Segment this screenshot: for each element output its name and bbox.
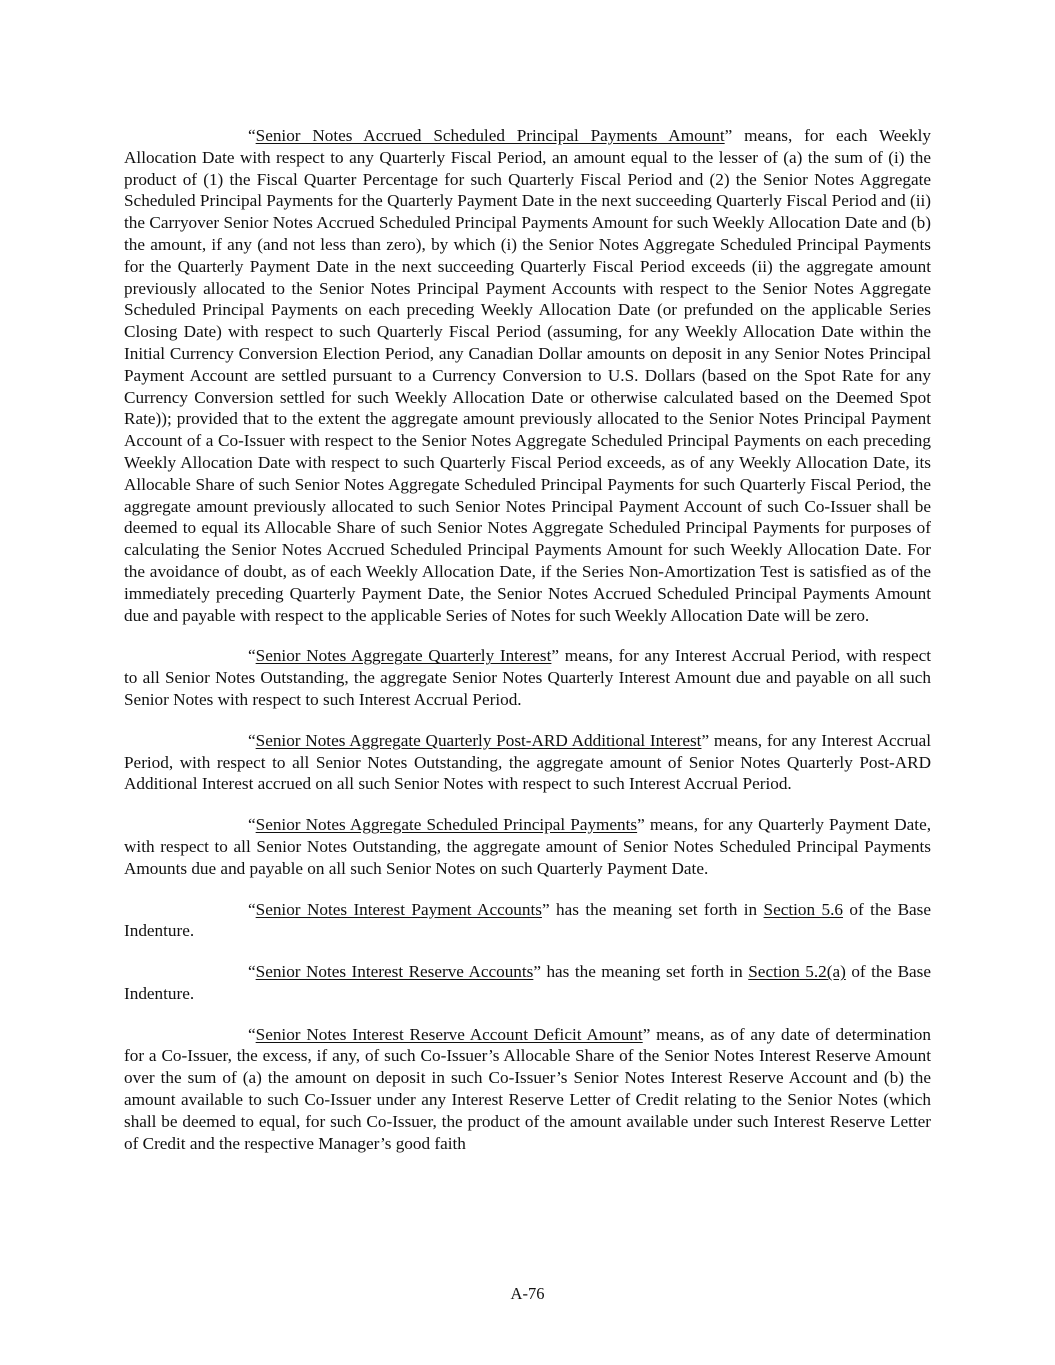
defined-term: Senior Notes Interest Payment Accounts bbox=[255, 899, 542, 919]
definition-text: ” means, for any Interest Accrual Period, with respect to all Senior Notes Outstanding, the aggregate Senior Notes Quarterly Interest Amount due and payable on all such Senior Notes with respect to such Interest Accrual Period. bbox=[124, 646, 931, 709]
definition-paragraph: “Senior Notes Aggregate Quarterly Post-ARD Additional Interest” means, for any Interest Accrual Period, with respect to all Senior Notes Outstanding, the aggregate amount of Senior Notes Quarterly Post-ARD Additional Interest accrued on all such Senior Notes with respect to such Interest Accrual Period. bbox=[124, 730, 931, 794]
page-number: A-76 bbox=[510, 1284, 545, 1303]
defined-term: Senior Notes Interest Reserve Accounts bbox=[255, 962, 534, 982]
definition-text: ” means, for each Weekly Allocation Date with respect to any Quarterly Fiscal Period, an amount equal to the lesser of (a) the sum of (i) the product of (1) the Fiscal Quarter Percentage for such Quarterly Fiscal Period and (2) the Senior Notes Aggregate Scheduled Principal Payments for the Quarterly Payment Date in the next succeeding Quarterly Fiscal Period and (ii) the Carryover Senior Notes Accrued Scheduled Principal Payments Amount for such Weekly Allocation Date and (b) the amount, if any (and not less than zero), by which (i) the Senior Notes Aggregate Scheduled Principal Payments for the Quarterly Payment Date in the next succeeding Quarterly Fiscal Period exceeds (ii) the aggregate amount previously allocated to the Senior Notes Principal Payment Accounts with respect to the Senior Notes Aggregate Scheduled Principal Payments on each preceding Weekly Allocation Date (or prefunded on the applicable Series Closing Date) with respect to such Quarterly Fiscal Period (assuming, for any Weekly Allocation Date within the Initial Currency Conversion Election Period, any Canadian Dollar amounts on deposit in any Senior Notes Principal Payment Account are settled pursuant to a Currency Conversion to U.S. Dollars (based on the Spot Rate for any Currency Conversion settled for such Weekly Allocation Date or otherwise calculated based on the Deemed Spot Rate)); provided that to the extent the aggregate amount previously allocated to the Senior Notes Principal Payment Account of a Co-Issuer with respect to the Senior Notes Aggregate Scheduled Principal Payments on each preceding Weekly Allocation Date with respect to such Quarterly Fiscal Period exceeds, as of any Weekly Allocation Date, its Allocable Share of such Senior Notes Aggregate Scheduled Principal Payments for such Quarterly Fiscal Period, the aggregate amount previously allocated to such Senior Notes Principal Payment Account of such Co-Issuer shall be deemed to equal its Allocable Share of such Senior Notes Aggregate Scheduled Principal Payments for purposes of calculating the Senior Notes Accrued Scheduled Principal Payments Amount for such Weekly Allocation Date. For the avoidance of doubt, as of each Weekly Allocation Date, if the Series Non-Amortization Test is satisfied as of the immediately preceding Quarterly Payment Date, the Senior Notes Accrued Scheduled Principal Payments Amount due and payable with respect to the applicable Series of Notes for such Weekly Allocation Date will be zero. bbox=[124, 126, 932, 625]
defined-term: Senior Notes Aggregate Quarterly Interest bbox=[255, 646, 552, 666]
definition-paragraph: “Senior Notes Interest Reserve Account Deficit Amount” means, as of any date of determination for a Co-Issuer, the excess, if any, of such Co-Issuer’s Allocable Share of the Senior Notes Interest Reserve Amount over the sum of (a) the amount on deposit in such Co-Issuer’s Senior Notes Interest Reserve Account and (b) the amount available to such Co-Issuer under any Interest Reserve Letter of Credit relating to the Senior Notes (which shall be deemed to equal, for such Co-Issuer, the product of the amount available under such Interest Reserve Letter of Credit and the respective Manager’s good faith bbox=[124, 1024, 931, 1153]
defined-term: Senior Notes Interest Reserve Account Deficit Amount bbox=[255, 1024, 643, 1044]
definition-text: ” means, for any Quarterly Payment Date, with respect to all Senior Notes Outstanding, the aggregate amount of Senior Notes Scheduled Principal Payments Amounts due and payable on all such Senior Notes on such Quarterly Payment Date. bbox=[124, 815, 931, 878]
definition-text: ” means, for any Interest Accrual Period, with respect to all Senior Notes Outstanding, the aggregate amount of Senior Notes Quarterly Post-ARD Additional Interest accrued on all such Senior Notes with respect to such Interest Accrual Period. bbox=[124, 730, 931, 794]
definition-paragraph: “Senior Notes Accrued Scheduled Principal Payments Amount” means, for each Weekly Allocation Date with respect to any Quarterly Fiscal Period, an amount equal to the lesser of (a) the sum of (i) the product of (1) the Fiscal Quarter Percentage for such Quarterly Fiscal Period and (2) the Senior Notes Aggregate Scheduled Principal Payments for the Quarterly Payment Date in the next succeeding Quarterly Fiscal Period and (ii) the Carryover Senior Notes Accrued Scheduled Principal Payments Amount for such Weekly Allocation Date and (b) the amount, if any (and not less than zero), by which (i) the Senior Notes Aggregate Scheduled Principal Payments for the Quarterly Payment Date in the next succeeding Quarterly Fiscal Period exceeds (ii) the aggregate amount previously allocated to the Senior Notes Principal Payment Accounts with respect to the Senior Notes Aggregate Scheduled Principal Payments on each preceding Weekly Allocation Date (or prefunded on the applicable Series Closing Date) with respect to such Quarterly Fiscal Period (assuming, for any Weekly Allocation Date within the Initial Currency Conversion Election Period, any Canadian Dollar amounts on deposit in any Senior Notes Principal Payment Account are settled pursuant to a Currency Conversion to U.S. Dollars (based on the Spot Rate for any Currency Conversion settled for such Weekly Allocation Date or otherwise calculated based on the Deemed Spot Rate)); provided that to the extent the aggregate amount previously allocated to the Senior Notes Principal Payment Account of a Co-Issuer with respect to the Senior Notes Aggregate Scheduled Principal Payments on each preceding Weekly Allocation Date with respect to such Quarterly Fiscal Period exceeds, as of any Weekly Allocation Date, its Allocable Share of such Senior Notes Aggregate Scheduled Principal Payments for such Quarterly Fiscal Period, the aggregate amount previously allocated to such Senior Notes Principal Payment Account of such Co-Issuer shall be deemed to equal its Allocable Share of such Senior Notes Aggregate Scheduled Principal Payments for purposes of calculating the Senior Notes Accrued Scheduled Principal Payments Amount for such Weekly Allocation Date. For the avoidance of doubt, as of each Weekly Allocation Date, if the Series Non-Amortization Test is satisfied as of the immediately preceding Quarterly Payment Date, the Senior Notes Accrued Scheduled Principal Payments Amount due and payable with respect to the applicable Series of Notes for such Weekly Allocation Date will be zero. bbox=[124, 126, 932, 625]
definition-text: ” has the meaning set forth in bbox=[541, 899, 764, 919]
definition-paragraph: “Senior Notes Aggregate Quarterly Interest” means, for any Interest Accrual Period, with respect to all Senior Notes Outstanding, the aggregate Senior Notes Quarterly Interest Amount due and payable on all such Senior Notes with respect to such Interest Accrual Period. bbox=[124, 646, 931, 709]
section-reference: Section 5.2(a) bbox=[748, 962, 846, 982]
defined-term: Senior Notes Aggregate Scheduled Principal Payments bbox=[255, 815, 638, 835]
definition-text: ” has the meaning set forth in bbox=[533, 962, 749, 982]
definition-paragraph: “Senior Notes Aggregate Scheduled Principal Payments” means, for any Quarterly Payment Date, with respect to all Senior Notes Outstanding, the aggregate amount of Senior Notes Scheduled Principal Payments Amounts due and payable on all such Senior Notes on such Quarterly Payment Date. bbox=[124, 815, 931, 878]
definition-paragraph: “Senior Notes Interest Reserve Accounts” has the meaning set forth in Section 5.2(a) of the Base Indenture. bbox=[124, 962, 931, 1003]
definition-text: ” means, as of any date of determination for a Co-Issuer, the excess, if any, of such Co-Issuer’s Allocable Share of the Senior Notes Interest Reserve Amount over the sum of (a) the amount on deposit in such Co-Issuer’s Senior Notes Interest Reserve Account and (b) the amount available to such Co-Issuer under any Interest Reserve Letter of Credit relating to the Senior Notes (which shall be deemed to equal, for such Co-Issuer, the product of the amount available under such Interest Reserve Letter of Credit and the respective Manager’s good faith bbox=[124, 1024, 931, 1153]
defined-term: Senior Notes Aggregate Quarterly Post-ARD Additional Interest bbox=[255, 730, 702, 750]
section-reference: Section 5.6 bbox=[763, 899, 843, 919]
defined-term: Senior Notes Accrued Scheduled Principal Payments Amount bbox=[255, 126, 725, 145]
document-page bbox=[124, 125, 931, 1173]
definition-paragraph: “Senior Notes Interest Payment Accounts” has the meaning set forth in Section 5.6 of the Base Indenture. bbox=[124, 899, 931, 941]
